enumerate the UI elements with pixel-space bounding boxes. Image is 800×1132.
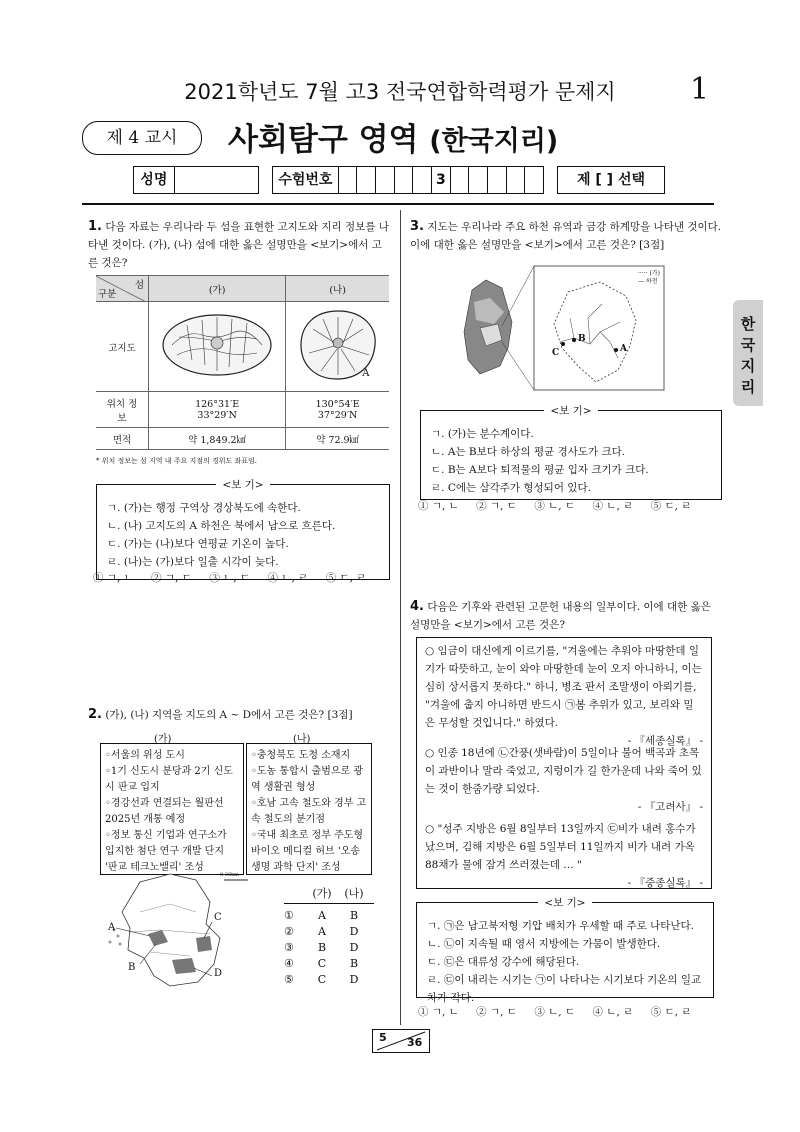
exam-number-label: 수험번호 [273, 167, 339, 193]
q2-label-b: (나) [293, 734, 311, 745]
q2-ans-head-b: (나) [344, 887, 364, 900]
q2-box-b-item: ◦도농 통합시 출범으로 광역 생활권 형성 [251, 766, 364, 793]
old-map-b [286, 302, 389, 392]
q4-choice[interactable]: ③ ㄴ, ㄷ [534, 1006, 576, 1018]
q3-stem: 지도는 우리나라 주요 하천 유역과 금강 하계망을 나타낸 것이다. 이에 대한 옳은 설명만을 <보기>에서 고른 것은? [3점] [410, 221, 722, 251]
q4-quote-source: - 『고려사』 - [637, 801, 703, 813]
old-map-a [149, 302, 286, 392]
q2-stem-block [88, 706, 391, 724]
q2-map-label-a: A [108, 922, 116, 933]
q1-bogi-item: ㄷ. (가)는 (나)보다 연평균 기온이 높다. [107, 538, 289, 550]
q3-bogi-item: ㄷ. B는 A보다 퇴적물의 평균 입자 크기가 크다. [431, 464, 649, 476]
col-b-header: (나) [286, 276, 389, 302]
q2-answer-row[interactable] [284, 924, 374, 940]
q2-ans-b: D [349, 925, 359, 938]
q1-number: 1. [88, 219, 102, 234]
q1-bogi-box [96, 479, 390, 580]
name-box [133, 166, 259, 194]
q3-map-label-c: C [552, 348, 560, 358]
q2-box-b-item: ◦호남 고속 철도와 경부 고속 철도의 분기점 [251, 798, 367, 825]
q2-map-label-c: C [214, 912, 222, 923]
q4-quote [425, 642, 703, 747]
q2-label-a: (가) [154, 734, 172, 745]
q1-choice[interactable]: ① ㄱ, ㄴ [93, 572, 134, 584]
exam-number-digit[interactable] [525, 167, 543, 193]
q1-choice[interactable]: ⑤ ㄷ, ㄹ [325, 572, 367, 584]
geum-river-map-image [450, 262, 666, 396]
q2-box-a-item: ◦서울의 위성 도시 [105, 750, 185, 761]
q2-ans-a: C [317, 957, 327, 970]
header-rule [82, 203, 714, 205]
subject-sub: (한국지리) [429, 126, 559, 157]
q3-choice[interactable]: ⑤ ㄷ, ㄹ [650, 500, 692, 512]
q4-stem-block [410, 598, 722, 634]
q2-ans-no: ① [284, 909, 294, 922]
q2-ans-no: ② [284, 925, 294, 938]
q1-table [96, 275, 389, 466]
q4-bogi-item: ㄴ. ㉡이 지속될 때 영서 지방에는 가뭄이 발생한다. [427, 938, 661, 950]
q1-bogi-item: ㄹ. (나)는 (가)보다 일출 시각이 늦다. [107, 556, 279, 568]
area-b: 약 72.9㎢ [286, 428, 389, 450]
exam-number-box [272, 166, 544, 194]
q2-ans-no: ④ [284, 957, 294, 970]
q2-box-b-item: ◦충청북도 도청 소재지 [251, 750, 351, 761]
q3-choices [418, 498, 705, 513]
q3-stem-block [410, 218, 722, 254]
q3-bogi-item: ㄹ. C에는 삼각주가 형성되어 있다. [431, 482, 591, 494]
q2-answer-row[interactable] [284, 908, 374, 924]
name-label: 성명 [134, 167, 175, 193]
q1-stem: 다음 자료는 우리나라 두 섬을 표현한 고지도와 지리 정보를 나타낸 것이다. (가), (나) 섬에 대한 옳은 설명만을 <보기>에서 고른 것은? [88, 221, 389, 269]
q3-map [450, 262, 666, 396]
choice-label: 제 [ ] 선택 [577, 172, 645, 188]
loc-a-lat: 33°29′N [197, 409, 237, 421]
q3-choice[interactable]: ① ㄱ, ㄴ [418, 500, 459, 512]
q4-choice[interactable]: ④ ㄴ, ㄹ [592, 1006, 634, 1018]
q4-bogi-item: ㄱ. ㉠은 남고북저형 기압 배치가 우세할 때 주로 나타난다. [427, 920, 695, 932]
exam-number-digit[interactable] [413, 167, 432, 193]
q4-quote [425, 744, 703, 820]
side-tab-text: 한국지리 [740, 315, 756, 396]
area-a: 약 1,849.2㎢ [149, 428, 286, 450]
row-location-label: 위치 정보 [96, 392, 149, 428]
q4-quote [425, 820, 703, 892]
corner-bottom: 구분 [98, 289, 117, 300]
q2-ans-a: A [318, 909, 326, 922]
capital-region-map-image [100, 872, 260, 992]
q3-legend-b: — 하천 [638, 278, 658, 285]
choice-box [557, 166, 665, 194]
q2-box-b [246, 743, 372, 875]
exam-title: 2021학년도 7월 고3 전국연합학력평가 문제지 [184, 80, 616, 104]
session-badge: 제 4 교시 [82, 121, 202, 155]
q2-stem: (가), (나) 지역을 지도의 A ~ D에서 고른 것은? [3점] [105, 709, 353, 721]
q2-box-a-item: ◦경강선과 연결되는 월판선 2025년 개통 예정 [105, 798, 224, 825]
q1-table-note: * 위치 정보는 섬 지역 내 주요 지점의 경위도 좌표임. [96, 457, 257, 465]
q3-choice[interactable]: ④ ㄴ, ㄹ [592, 500, 634, 512]
exam-number-digit: 3 [432, 167, 451, 193]
page-counter [372, 1029, 430, 1053]
q2-box-a [100, 743, 244, 875]
q4-quote-text: ○ 임금이 대신에게 이르기를, "겨울에는 추워야 마땅한데 일기가 따뜻하고, 눈이 와야 마땅한데 눈이 오지 아니하니, 이는 심히 상서롭지 못하다." 하니, 병조 판서 조말생이 아뢰기를, "겨울에 춥지 아니하면 반드시 ㉠봄 추위가 있고, 보리와 밀은 무성할 것입니다." 하였다. [425, 645, 702, 729]
name-field[interactable] [175, 167, 258, 193]
q4-quote-box [416, 637, 712, 889]
q1-stem-block [88, 218, 391, 272]
map-label-a: A [362, 368, 370, 379]
q4-bogi-label: <보 기> [538, 897, 591, 909]
q4-choices [418, 1004, 705, 1019]
q4-quote-source: - 『세종실록』 - [627, 735, 703, 747]
subject-title [228, 114, 558, 159]
page-total: 36 [407, 1036, 423, 1049]
q4-bogi-box [416, 897, 714, 1004]
column-divider [400, 210, 401, 1025]
q1-choice[interactable]: ② ㄱ, ㄷ [151, 572, 192, 584]
exam-number-digit[interactable] [376, 167, 395, 193]
exam-number-digit[interactable] [488, 167, 507, 193]
q3-bogi-label: <보 기> [544, 405, 597, 417]
q3-bogi-box [420, 405, 722, 500]
q2-answer-row[interactable] [284, 940, 374, 956]
q4-choice[interactable]: ② ㄱ, ㄷ [476, 1006, 517, 1018]
q2-ans-a: C [317, 973, 327, 986]
q4-choice[interactable]: ① ㄱ, ㄴ [418, 1006, 459, 1018]
loc-b-lat: 37°29′N [317, 409, 358, 421]
page-current: 5 [379, 1031, 387, 1044]
q1-choice[interactable]: ③ ㄴ, ㄷ [209, 572, 251, 584]
q2-answer-grid [284, 886, 374, 988]
q2-number: 2. [88, 707, 102, 722]
q3-bogi-item: ㄴ. A는 B보다 하상의 평균 경사도가 크다. [431, 446, 626, 458]
row-map-label: 고지도 [96, 302, 149, 392]
q2-ans-b: B [349, 957, 359, 970]
q2-answer-row[interactable] [284, 956, 374, 972]
exam-number-digit[interactable] [395, 167, 414, 193]
q2-map-label-d: D [214, 968, 223, 979]
q3-number: 3. [410, 219, 424, 234]
jeju-old-map-image [157, 305, 277, 385]
q4-quote-source: - 『중종실록』 - [627, 877, 703, 889]
q3-choice[interactable]: ③ ㄴ, ㄷ [534, 500, 576, 512]
q2-ans-a: A [318, 925, 326, 938]
q3-legend-a: ····· (가) [638, 270, 660, 277]
subject-side-tab [733, 300, 763, 406]
q1-choice[interactable]: ④ ㄴ, ㄹ [267, 572, 309, 584]
q2-ans-a: B [317, 941, 327, 954]
loc-a-lon: 126°31′E [195, 398, 240, 410]
q4-stem: 다음은 기후와 관련된 고문헌 내용의 일부이다. 이에 대한 옳은 설명만을 <보기>에서 고른 것은? [410, 601, 711, 631]
exam-number-digit[interactable] [339, 167, 358, 193]
exam-number-digit[interactable] [451, 167, 470, 193]
q1-bogi-item: ㄱ. (가)는 행정 구역상 경상북도에 속한다. [107, 502, 301, 514]
q4-quote-text: ○ 인종 18년에 ㉡간풍(샛바람)이 5일이나 불어 백곡과 초목이 과반이나 말라 죽었고, 지렁이가 길 한가운데 나와 죽어 있는 것이 한줌가량 되었다. [425, 747, 702, 795]
q2-ans-b: D [349, 941, 359, 954]
q2-box-a-item: ◦1기 신도시 분당과 2기 신도시 판교 입지 [105, 766, 233, 793]
q2-ans-b: D [349, 973, 359, 986]
page-number: 1 [690, 72, 710, 107]
q1-choices [93, 570, 380, 585]
exam-number-digit[interactable] [357, 167, 376, 193]
q3-choice[interactable]: ② ㄱ, ㄷ [476, 500, 517, 512]
corner-top: 섬 [134, 280, 144, 291]
q2-ans-head-a: (가) [312, 887, 332, 900]
exam-number-digit[interactable] [507, 167, 526, 193]
q2-ans-b: B [349, 909, 359, 922]
q2-ans-no: ③ [284, 941, 294, 954]
q1-bogi-item: ㄴ. (나) 고지도의 A 하천은 북에서 남으로 흐른다. [107, 520, 336, 532]
q3-map-label-a: A [620, 344, 627, 354]
q3-map-label-b: B [578, 334, 586, 344]
q2-map [100, 872, 260, 992]
q2-ans-no: ⑤ [284, 973, 294, 986]
q2-answer-row[interactable] [284, 972, 374, 988]
q2-map-label-b: B [128, 962, 136, 973]
row-area-label: 면적 [96, 428, 149, 450]
q4-quote-text: ○ "성주 지방은 6월 8일부터 13일까지 ㉢비가 내려 홍수가 났으며, 김해 지방은 6월 5일부터 11일까지 비가 내려 가옥 88채가 물에 잠겨 쓰러졌는데 … " [425, 823, 696, 871]
col-a-header: (가) [149, 276, 286, 302]
q4-bogi-item: ㄷ. ㉢은 대류성 강수에 해당된다. [427, 956, 580, 968]
subject-main: 사회탐구 영역 [228, 122, 419, 158]
q4-choice[interactable]: ⑤ ㄷ, ㄹ [650, 1006, 692, 1018]
q4-bogi-item: ㄹ. ㉢이 내리는 시기는 ㉠이 나타나는 시기보다 기온의 일교차가 작다. [427, 974, 702, 1004]
loc-b-lon: 130°54′E [315, 398, 360, 410]
q3-bogi-item: ㄱ. (가)는 분수계이다. [431, 428, 534, 440]
q2-box-a-item: ◦정보 통신 기업과 연구소가 입지한 첨단 연구 개발 단지 '판교 테크노밸리' 조성 [105, 830, 227, 873]
q1-bogi-label: <보 기> [216, 479, 269, 491]
exam-number-digit[interactable] [469, 167, 488, 193]
q2-map-scale: 0 30km [220, 872, 239, 878]
q2-box-b-item: ◦국내 최초로 정부 주도형 바이오 메디컬 허브 '오송 생명 과학 단지' 조성 [251, 830, 364, 873]
q4-number: 4. [410, 599, 424, 614]
